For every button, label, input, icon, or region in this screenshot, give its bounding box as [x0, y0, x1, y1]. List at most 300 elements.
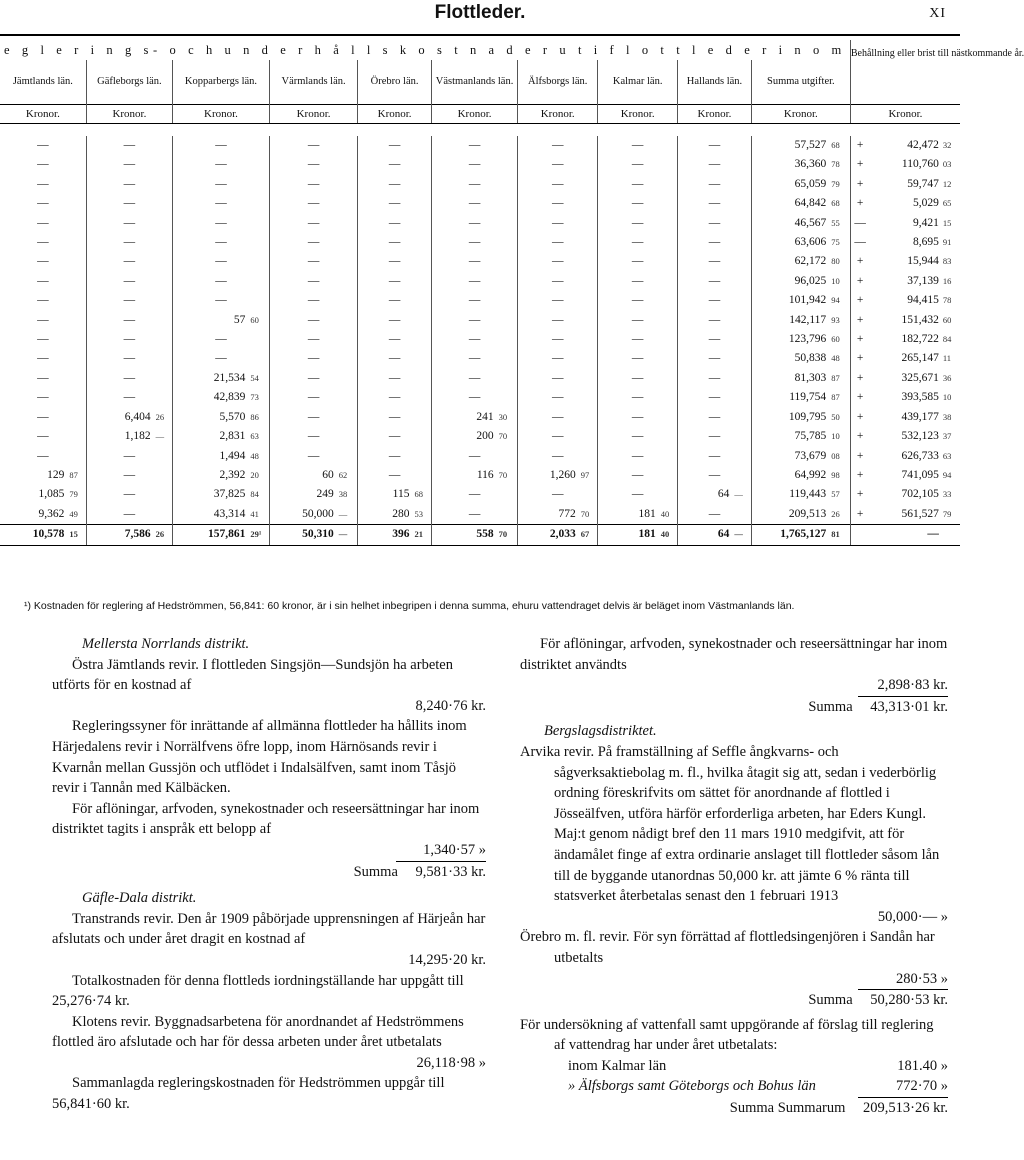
ore-cell: 15 — [67, 525, 86, 545]
empty-cell: — — [598, 466, 678, 485]
expense-table — [0, 40, 1024, 546]
empty-cell: — — [518, 311, 598, 330]
sum-ore-cell: 10 — [831, 431, 840, 442]
sum-ore-cell: 68 — [831, 140, 840, 150]
empty-cell: — — [86, 369, 172, 388]
sum-ore-cell: 55 — [831, 217, 840, 228]
empty-cell: — — [37, 139, 49, 151]
empty-cell: — — [518, 175, 598, 194]
balance-ore: 03 — [942, 159, 952, 170]
kronor-cell: 60 — [269, 466, 336, 485]
kronor-cell: 558 — [431, 525, 496, 545]
ore-cell: 73 — [250, 392, 259, 403]
empty-cell: — — [173, 175, 270, 194]
balance-kronor: 439,177 — [901, 410, 939, 423]
empty-cell: — — [518, 233, 598, 252]
empty-cell: — — [358, 175, 432, 194]
unit-label: Kronor. — [678, 105, 752, 124]
empty-cell: — — [598, 408, 678, 427]
sum-kronor-cell: 63,606 — [751, 233, 829, 252]
balance-ore: 32 — [942, 140, 952, 150]
table-row — [0, 233, 960, 252]
balance-kronor: 94,415 — [907, 294, 939, 307]
sum-ore-cell: 60 — [831, 334, 840, 345]
footnote-text: Kostnaden för reglering af Hedströmmen, 56,841: 60 kronor, är i sin helhet inbegripen i denna summa, ehuru vattendraget delvis är beläget inom Västmanlands län. — [33, 600, 795, 612]
empty-cell: — — [431, 233, 517, 252]
district-heading: Mellersta Norrlands distrikt. — [82, 636, 250, 652]
column-header: Örebro län. — [358, 60, 432, 105]
table-row — [0, 272, 960, 291]
table-row — [0, 136, 960, 155]
summa-label: Summa — [808, 992, 853, 1009]
table-row — [0, 214, 960, 233]
empty-cell: — — [86, 136, 172, 155]
sum-ore-cell: 10 — [831, 275, 840, 286]
ore-cell: 87 — [69, 469, 78, 480]
district-heading: Bergslagsdistriktet. — [544, 723, 657, 740]
kronor-cell: 249 — [269, 485, 336, 504]
summa-value: 50,280·53 kr. — [870, 992, 948, 1009]
summa-value: 43,313·01 kr. — [870, 698, 948, 715]
empty-cell: — — [37, 216, 49, 229]
empty-cell: — — [37, 391, 49, 404]
kronor-cell: 396 — [358, 525, 413, 545]
empty-cell: — — [678, 194, 752, 213]
ore-cell: 26 — [154, 525, 173, 545]
empty-cell: — — [678, 272, 752, 291]
empty-cell: — — [86, 505, 172, 525]
column-header: Hallands län. — [678, 60, 752, 105]
empty-cell: — — [173, 136, 270, 155]
empty-cell: — — [598, 447, 678, 466]
empty-cell: — — [86, 291, 172, 310]
kronor-cell: 157,861 — [173, 525, 249, 545]
empty-cell: — — [678, 155, 752, 174]
sum-ore-cell: 93 — [831, 314, 840, 325]
balance-ore: 10 — [942, 392, 952, 403]
table-row — [0, 427, 960, 446]
ore-cell: 38 — [338, 489, 348, 500]
empty-cell: — — [86, 175, 172, 194]
ore-cell: 54 — [250, 372, 259, 383]
balance-kronor: 8,695 — [912, 236, 939, 249]
empty-cell: — — [358, 466, 432, 485]
balance-sign: + — [850, 330, 869, 349]
empty-cell: — — [598, 233, 678, 252]
empty-cell: — — [37, 177, 49, 190]
entry-text: För aflöningar, arfvoden, synekostnader och reseersättningar har inom distriktet tagits i anspråk ett belopp af — [52, 800, 480, 838]
header-rule — [0, 34, 960, 36]
balance-sign: + — [850, 388, 869, 407]
table-row — [0, 194, 960, 213]
empty-cell: — — [431, 388, 517, 407]
left-column — [52, 634, 486, 1115]
ore-cell: 26 — [155, 411, 165, 422]
balance-sign: + — [850, 427, 869, 446]
sum-kronor-cell: 109,795 — [751, 408, 829, 427]
empty-cell: — — [431, 252, 517, 271]
balance-kronor: 741,095 — [901, 468, 939, 481]
empty-cell: — — [518, 194, 598, 213]
table-row — [0, 466, 960, 485]
ore-cell: 70 — [580, 508, 590, 519]
column-header: Värmlands län. — [269, 60, 357, 105]
sum-kronor-cell: 1,765,127 — [751, 525, 829, 545]
empty-cell: — — [678, 466, 752, 485]
unit-label: Kronor. — [173, 105, 270, 124]
empty-cell: — — [37, 197, 49, 210]
ore-cell: 67 — [579, 525, 598, 545]
empty-cell: — — [37, 158, 49, 171]
empty-cell: — — [37, 449, 49, 462]
balance-ore: 36 — [942, 372, 952, 383]
ore-cell: — — [338, 508, 348, 519]
empty-cell: — — [678, 408, 752, 427]
table-row — [0, 408, 960, 427]
balance-kronor: 393,585 — [901, 391, 939, 404]
kronor-cell: 116 — [431, 466, 496, 485]
kronor-cell: 772 — [518, 505, 579, 525]
ore-cell: 79 — [69, 489, 78, 500]
entry-amount: 181.40 » — [897, 1057, 948, 1074]
column-header: Älfsborgs län. — [518, 60, 598, 105]
empty-cell: — — [431, 175, 517, 194]
balance-sign: + — [850, 252, 869, 271]
ore-cell: 60 — [250, 314, 259, 325]
ore-cell: 40 — [660, 508, 670, 519]
empty-cell: — — [518, 291, 598, 310]
empty-cell: — — [86, 194, 172, 213]
empty-cell: — — [358, 408, 432, 427]
empty-cell: — — [269, 136, 357, 155]
balance-ore: 65 — [942, 198, 952, 209]
empty-cell: — — [598, 427, 678, 446]
kronor-cell: 50,000 — [269, 505, 336, 525]
empty-cell: — — [269, 427, 357, 446]
balance-sign: + — [850, 194, 869, 213]
entry-amount: 2,898·83 kr. — [858, 675, 948, 697]
kronor-cell: 1,260 — [518, 466, 579, 485]
empty-cell: — — [173, 155, 270, 174]
balance-ore: 33 — [942, 489, 952, 500]
ore-cell: 70 — [498, 431, 508, 442]
empty-cell: — — [86, 272, 172, 291]
empty-cell: — — [173, 233, 270, 252]
empty-cell: — — [173, 272, 270, 291]
empty-cell: — — [269, 291, 357, 310]
sum-kronor-cell: 65,059 — [751, 175, 829, 194]
sum-ore-cell: 81 — [829, 525, 850, 545]
empty-cell: — — [269, 194, 357, 213]
sum-kronor-cell: 62,172 — [751, 252, 829, 271]
empty-cell: — — [431, 272, 517, 291]
entry-amount: 26,118·98 » — [416, 1054, 486, 1071]
empty-cell: — — [678, 214, 752, 233]
sum-ore-cell: 87 — [831, 372, 840, 383]
balance-ore: 38 — [942, 411, 952, 422]
unit-label: Kronor. — [269, 105, 357, 124]
balance-kronor: 561,527 — [901, 507, 939, 520]
sum-kronor-cell: 73,679 — [751, 447, 829, 466]
kronor-cell: 1,182 — [86, 427, 153, 446]
empty-cell: — — [173, 349, 270, 368]
empty-cell: — — [518, 427, 598, 446]
empty-cell: — — [358, 427, 432, 446]
balance-kronor: 325,671 — [901, 371, 939, 384]
entry-amount-row — [52, 840, 486, 862]
table-row — [0, 505, 960, 525]
ore-cell: 30 — [498, 411, 508, 422]
empty-cell: — — [86, 485, 172, 504]
summa-summarum-value: 209,513·26 kr. — [863, 1100, 948, 1117]
entry-text: Sammanlagda regleringskostnaden för Hedströmmen uppgår till 56,841·60 kr. — [52, 1075, 445, 1113]
empty-cell: — — [358, 155, 432, 174]
sum-ore-cell: 94 — [831, 295, 840, 306]
empty-cell: — — [598, 252, 678, 271]
entry-text: Arvika revir. På framställning af Seffle ångkvarns- och sågverksaktiebolag m. fl., hvilka åtagit sig att, sedan i vederbörlig ordning föreskrifvits om sättet för anordnande af flottled i Jösseälfven, utföra härför erforderliga arbeten, har Eders Kungl. Maj:t genom nådigt bref den 11 mars 1910 medgifvit, att för ändamålet finge af extra ordinarie anslaget till flottleder såsom lån till de byggande utanordnas 50,000 kr. att jämte 6 % ränta till statsverket återbetalas senast den 1 februari 1913 — [520, 743, 940, 905]
empty-cell: — — [358, 311, 432, 330]
page-number: XI — [929, 6, 946, 21]
empty-cell: — — [358, 136, 432, 155]
ore-cell: 97 — [580, 469, 590, 480]
empty-cell: — — [86, 388, 172, 407]
empty-cell: — — [518, 388, 598, 407]
balance-sign — [850, 525, 869, 545]
empty-cell: — — [431, 330, 517, 349]
empty-cell: — — [678, 505, 752, 525]
empty-cell: — — [431, 155, 517, 174]
ore-cell: 68 — [414, 489, 423, 500]
entry-text: För aflöningar, arfvoden, synekostnader och reseersättningar har inom distriktet användts — [520, 636, 948, 673]
balance-kronor: 59,747 — [907, 177, 939, 190]
empty-cell: — — [269, 447, 357, 466]
kronor-cell: 181 — [598, 505, 659, 525]
unit-label: Kronor. — [518, 105, 598, 124]
summa-label: Summa — [353, 863, 398, 880]
sum-ore-cell: 75 — [831, 237, 840, 248]
summa-value: 9,581·33 kr. — [415, 863, 486, 880]
summa-line — [520, 697, 948, 718]
empty-cell: — — [678, 427, 752, 446]
empty-cell: — — [173, 330, 270, 349]
empty-cell: — — [678, 175, 752, 194]
balance-kronor: — — [869, 525, 941, 545]
entry-text: Transtrands revir. Den år 1909 påbörjade upprensningen af Härjeån har afslutats och under året dragit en kostnad af — [52, 910, 486, 948]
entry-amount: 8,240·76 kr. — [415, 697, 486, 714]
ore-cell: 29¹ — [248, 525, 269, 545]
balance-sign: + — [850, 311, 869, 330]
empty-cell: — — [37, 255, 49, 268]
entry-text: Totalkostnaden för denna flottleds iordningställande har uppgått till 25,276·74 kr. — [52, 972, 464, 1010]
empty-cell: — — [598, 291, 678, 310]
empty-cell: — — [598, 155, 678, 174]
empty-cell: — — [37, 371, 49, 384]
empty-cell: — — [86, 252, 172, 271]
sum-ore-cell: 50 — [831, 411, 840, 422]
summa-label: Summa — [808, 698, 853, 715]
sum-ore-cell: 79 — [831, 178, 840, 189]
sum-ore-cell: 80 — [831, 256, 840, 267]
entry-text: Klotens revir. Byggnadsarbetena för anordnandet af Hedströmmens flottled äro afslutade och har för dessa arbeten under året utbetalats — [52, 1013, 464, 1051]
table-row — [0, 369, 960, 388]
empty-cell: — — [86, 349, 172, 368]
sum-kronor-cell: 209,513 — [751, 505, 829, 525]
balance-ore — [941, 525, 960, 545]
sum-kronor-cell: 142,117 — [751, 311, 829, 330]
ore-cell: 84 — [250, 489, 259, 500]
empty-cell: — — [37, 333, 49, 346]
empty-cell: — — [678, 349, 752, 368]
empty-cell: — — [518, 330, 598, 349]
balance-sign: + — [850, 447, 869, 466]
balance-kronor: 42,472 — [907, 139, 939, 151]
summa-summarum-label: Summa Summarum — [729, 1100, 846, 1117]
column-header: Västmanlands län. — [431, 60, 517, 105]
balance-sign: — — [850, 233, 869, 252]
empty-cell: — — [37, 352, 49, 365]
balance-kronor: 15,944 — [907, 255, 939, 268]
table-row — [0, 388, 960, 407]
ore-cell: 48 — [250, 450, 259, 461]
balance-ore: 11 — [942, 353, 952, 364]
empty-cell: — — [518, 252, 598, 271]
ore-cell: 53 — [414, 508, 423, 519]
empty-cell: — — [269, 330, 357, 349]
empty-cell: — — [37, 430, 49, 443]
empty-cell: — — [678, 136, 752, 155]
table-row — [0, 447, 960, 466]
ore-cell: 70 — [498, 469, 508, 480]
kronor-cell: 42,839 — [173, 388, 249, 407]
empty-cell: — — [173, 291, 270, 310]
empty-cell: — — [598, 272, 678, 291]
empty-cell: — — [518, 369, 598, 388]
balance-sign: + — [850, 136, 869, 155]
kronor-cell: 9,362 — [38, 507, 65, 520]
balance-sign: + — [850, 466, 869, 485]
kronor-cell: 1,494 — [173, 447, 249, 466]
kronor-cell: 280 — [358, 505, 413, 525]
empty-cell: — — [598, 311, 678, 330]
empty-cell: — — [173, 194, 270, 213]
entry-text: Östra Jämtlands revir. I flottleden Singsjön—Sundsjön ha arbeten utförts för en kostnad af — [52, 656, 453, 694]
kronor-cell: 21,534 — [173, 369, 249, 388]
unit-label: Kronor. — [850, 105, 960, 124]
kronor-cell: 129 — [47, 468, 65, 481]
ore-cell: 63 — [250, 431, 259, 442]
ore-cell: — — [155, 431, 165, 442]
empty-cell: — — [358, 388, 432, 407]
entry-subitem: inom Kalmar län — [568, 1057, 667, 1074]
sum-ore-cell: 78 — [831, 159, 840, 170]
empty-cell: — — [358, 349, 432, 368]
balance-sign: + — [850, 349, 869, 368]
balance-sign: + — [850, 175, 869, 194]
empty-cell: — — [269, 272, 357, 291]
empty-cell: — — [518, 485, 598, 504]
empty-cell: — — [678, 233, 752, 252]
sum-kronor-cell: 119,754 — [751, 388, 829, 407]
empty-cell: — — [598, 349, 678, 368]
empty-cell: — — [678, 369, 752, 388]
ore-cell: — — [337, 525, 358, 545]
ore-cell: 40 — [659, 525, 678, 545]
sum-ore-cell: 48 — [831, 353, 840, 364]
balance-ore: 15 — [942, 217, 952, 228]
ore-cell: 20 — [250, 469, 259, 480]
totals-row — [0, 525, 960, 545]
empty-cell: — — [86, 214, 172, 233]
empty-cell: — — [598, 330, 678, 349]
balance-ore: 91 — [942, 237, 952, 248]
kronor-cell: 181 — [598, 525, 659, 545]
column-header: Gäfleborgs län. — [86, 60, 172, 105]
balance-sign: + — [850, 291, 869, 310]
column-header: Kopparbergs län. — [173, 60, 270, 105]
kronor-cell: 64 — [678, 525, 733, 545]
empty-cell: — — [86, 311, 172, 330]
balance-kronor: 37,139 — [907, 274, 939, 287]
balance-sign: + — [850, 408, 869, 427]
page-title: Flottleder. — [434, 2, 526, 23]
empty-cell: — — [86, 447, 172, 466]
empty-cell: — — [518, 136, 598, 155]
kronor-cell: 57 — [173, 311, 249, 330]
empty-cell: — — [358, 369, 432, 388]
column-header: Kalmar län. — [598, 60, 678, 105]
empty-cell: — — [431, 194, 517, 213]
balance-ore: 94 — [942, 469, 952, 480]
empty-cell: — — [431, 136, 517, 155]
kronor-cell: 64 — [678, 485, 733, 504]
balance-kronor: 265,147 — [901, 352, 939, 365]
sum-kronor-cell: 101,942 — [751, 291, 829, 310]
kronor-cell: 43,314 — [173, 505, 249, 525]
kronor-cell: 7,586 — [86, 525, 153, 545]
balance-ore: 78 — [942, 295, 952, 306]
table-row — [0, 311, 960, 330]
empty-cell: — — [678, 252, 752, 271]
balance-kronor: 702,105 — [901, 488, 939, 501]
empty-cell: — — [358, 194, 432, 213]
empty-cell: — — [518, 349, 598, 368]
empty-cell: — — [86, 466, 172, 485]
entry-amount: 772·70 » — [858, 1076, 948, 1098]
empty-cell: — — [518, 155, 598, 174]
footnote — [24, 600, 794, 612]
balance-sign: + — [850, 369, 869, 388]
unit-label: Kronor. — [86, 105, 172, 124]
kronor-cell: 5,570 — [173, 408, 249, 427]
table-row — [0, 155, 960, 174]
ore-cell: 62 — [338, 469, 348, 480]
unit-label: Kronor. — [598, 105, 678, 124]
entry-text: Regleringssyner för inrättande af allmänna flottleder ha hållits inom Härjedalens revir i Norrälfvens öfre lopp, inom Härnösands revir i Kvarnån mellan Gussjön och utflödet i Indalsälfven, samt inom Tåsjö revir i Tannån med Kälbäcken. — [52, 718, 467, 797]
sum-ore-cell: 87 — [831, 392, 840, 403]
balance-ore: 37 — [942, 431, 952, 442]
balance-ore: 63 — [942, 450, 952, 461]
empty-cell: — — [598, 214, 678, 233]
summa-summarum-line — [520, 1098, 948, 1119]
balance-kronor: 151,432 — [901, 313, 939, 326]
column-header: Summa utgifter. — [751, 60, 850, 105]
empty-cell: — — [518, 447, 598, 466]
empty-cell: — — [598, 485, 678, 504]
balance-ore: 12 — [942, 178, 952, 189]
unit-label: Kronor. — [358, 105, 432, 124]
empty-cell: — — [431, 505, 517, 525]
sum-ore-cell: 08 — [831, 450, 840, 461]
